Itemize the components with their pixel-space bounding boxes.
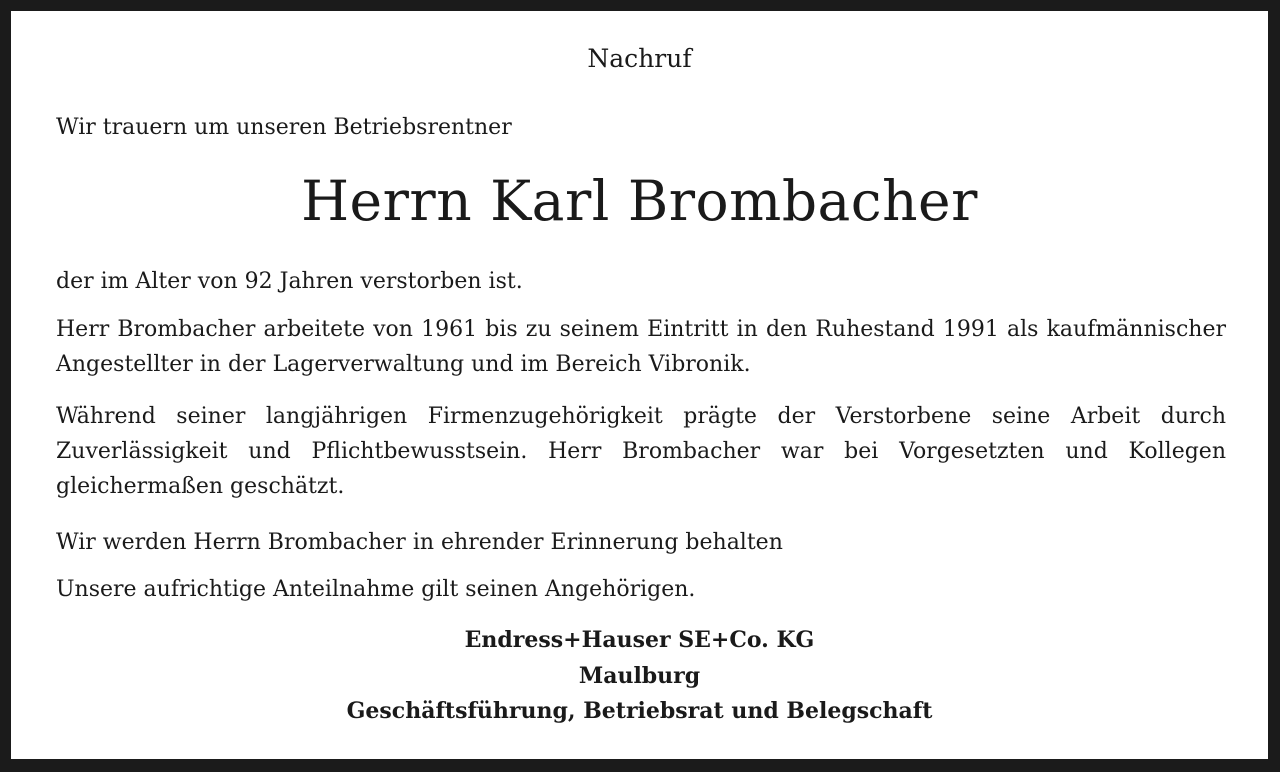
company-location: Maulburg [578, 663, 701, 689]
sympathy-line: Unsere aufrichtige Anteilnahme gilt seinen Angehörigen. [56, 577, 696, 602]
obituary-notice [11, 11, 1268, 759]
age-line: der im Alter von 92 Jahren verstorben ist. [56, 269, 523, 294]
remembrance-line: Wir werden Herrn Brombacher in ehrender Erinnerung behalten [56, 530, 783, 555]
character-paragraph: Während seiner langjährigen Firmenzugehörigkeit prägte der Verstorbene seine Arbeit durch Zuverlässigkeit und Pflichtbewusstsein. Herr Brombacher war bei Vorgesetzten und Kollegen gleichermaßen geschätzt. [56, 404, 1226, 499]
career-paragraph: Herr Brombacher arbeitete von 1961 bis zu seinem Eintritt in den Ruhestand 1991 als kaufmännischer Angestellter in der Lagerverwaltung und im Bereich Vibronik. [56, 317, 1226, 377]
signatories: Geschäftsführung, Betriebsrat und Belegschaft [346, 698, 933, 724]
intro-line: Wir trauern um unseren Betriebsrentner [56, 115, 512, 140]
deceased-name: Herrn Karl Brombacher [301, 169, 978, 233]
notice-heading: Nachruf [587, 44, 692, 73]
company-name: Endress+Hauser SE+Co. KG [464, 627, 815, 653]
